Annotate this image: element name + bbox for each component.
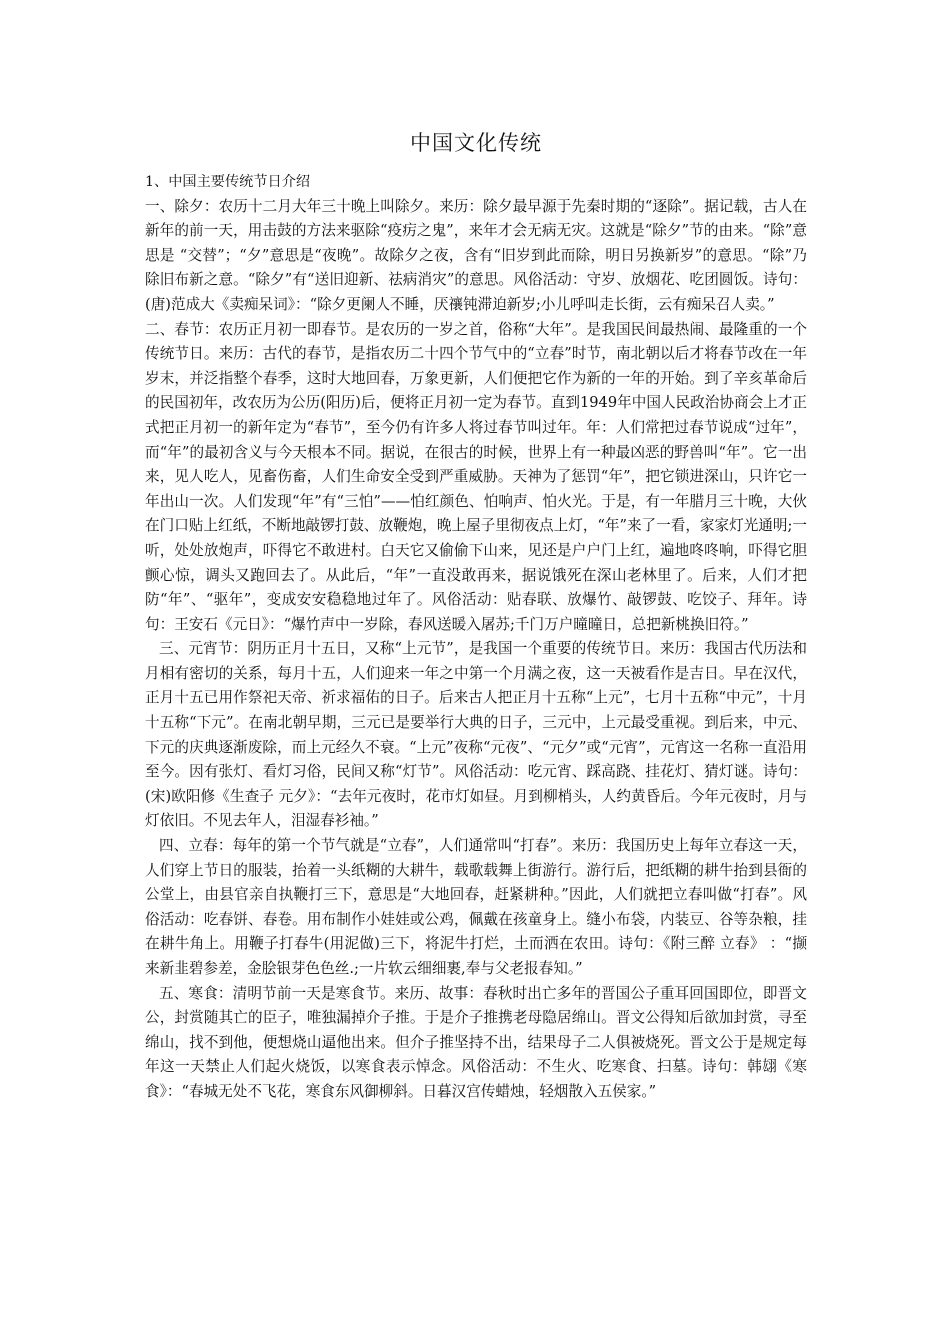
paragraph-yuanxiao: 三、元宵节：阴历正月十五日，又称“上元节”，是我国一个重要的传统节日。来历：我国古代历法和月相有密切的关系，每月十五，人们迎来一年之中第一个月满之夜，这一天被看作是吉日。早在汉代，正月十五已用作祭祀天帝、祈求福佑的日子。后来古人把正月十五称“上元”，七月十五称“中元”，十月十五称“下元”。在南北朝早期，三元已是要举行大典的日子，三元中，上元最受重视。到后来，中元、下元的庆典逐渐废除，而上元经久不衰。“上元”夜称“元夜”、“元夕”或“元宵”，元宵这一名称一直沿用至今。因有张灯、看灯习俗，民间又称“灯节”。风俗活动：吃元宵、踩高跷、挂花灯、猜灯谜。诗句：(宋)欧阳修《生查子 元夕》：“去年元夜时，花市灯如昼。月到柳梢头，人约黄昏后。今年元夜时，月与灯依旧。不见去年人，泪湿春衫袖。”	[145, 640, 807, 830]
document-page	[145, 0, 807, 1105]
paragraph-chunjie: 二、春节：农历正月初一即春节。是农历的一岁之首，俗称“大年”。是我国民间最热闹、最隆重的一个传统节日。来历：古代的春节，是指农历二十四个节气中的“立春”时节，南北朝以后才将春节改在一年岁末，并泛指整个春季，这时大地回春，万象更新，人们便把它作为新的一年的开始。到了辛亥革命后的民国初年，改农历为公历(阳历)后，便将正月初一定为春节。直到1949年中国人民政治协商会上才正式把正月初一的新年定为“春节”，至今仍有许多人将过春节叫过年。年：人们常把过春节说成“过年”，而“年”的最初含义与今天根本不同。据说，在很古的时候，世界上有一种最凶恶的野兽叫“年”。它一出来，见人吃人，见畜伤畜，人们生命安全受到严重威胁。天神为了惩罚“年”，把它锁进深山，只许它一年出山一次。人们发现“年”有“三怕”——怕红颜色、怕响声、怕火光。于是，有一年腊月三十晚，大伙在门口贴上红纸，不断地敲锣打鼓、放鞭炮，晚上屋子里彻夜点上灯，“年”来了一看，家家灯光通明;一听，处处放炮声，吓得它不敢进村。白天它又偷偷下山来，见还是户户门上红，遍地咚咚响，吓得它胆颤心惊，调头又跑回去了。从此后，“年”一直没敢再来，据说饿死在深山老林里了。后来，人们才把防“年”、“驱年”，变成安安稳稳地过年了。风俗活动：贴春联、放爆竹、敲锣鼓、吃饺子、拜年。诗句：王安石《元日》：“爆竹声中一岁除，春风送暖入屠苏;千门万户曈曈日，总把新桃换旧符。”	[145, 320, 807, 633]
paragraph-hanshi: 五、寒食：清明节前一天是寒食节。来历、故事：春秋时出亡多年的晋国公子重耳回国即位，即晋文公，封赏随其亡的臣子，唯独漏掉介子推。于是介子推携老母隐居绵山。晋文公得知后欲加封赏，寻至绵山，找不到他，便想烧山逼他出来。但介子推坚持不出，结果母子二人俱被烧死。晋文公于是规定每年这一天禁止人们起火烧饭，以寒食表示悼念。风俗活动：不生火、吃寒食、扫墓。诗句：韩翃《寒食》：“春城无处不飞花，寒食东风御柳斜。日暮汉宫传蜡烛，轻烟散入五侯家。”	[145, 984, 807, 1100]
paragraph-lichun: 四、立春：每年的第一个节气就是“立春”，人们通常叫“打春”。来历：我国历史上每年立春这一天，人们穿上节日的服装，抬着一头纸糊的大耕牛，载歌载舞上街游行。游行后，把纸糊的耕牛抬到县衙的公堂上，由县官亲自执鞭打三下，意思是“大地回春，赶紧耕种。”因此，人们就把立春叫做“打春”。风俗活动：吃春饼、春卷。用布制作小娃娃或公鸡，佩戴在孩童身上。缝小布袋，内装豆、谷等杂粮，挂在耕牛角上。用鞭子打春牛(用泥做)三下，将泥牛打烂，土而洒在农田。诗句：《附三醉 立春》 ：“撷来新韭碧参差，金脍银芽色色丝.;一片软云细细裹,奉与父老报春知。”	[145, 837, 807, 977]
paragraph-chuxi: 一、除夕：农历十二月大年三十晚上叫除夕。来历：除夕最早源于先秦时期的“逐除”。据记载，古人在新年的前一天，用击鼓的方法来驱除“疫疠之鬼”，来年才会无病无灾。这就是“除夕”节的由来。“除”意思是 “交替”；“夕”意思是“夜晚”。故除夕之夜，含有“旧岁到此而除，明日另换新岁”的意思。“除”乃除旧布新之意。“除夕”有“送旧迎新、祛病消灾”的意思。风俗活动：守岁、放烟花、吃团圆饭。诗句：(唐)范成大《卖痴呆词》：“除夕更阑人不睡，厌禳钝滞迫新岁;小儿呼叫走长街，云有痴呆召人卖。”	[145, 197, 807, 313]
document-title: 中国文化传统	[410, 131, 542, 155]
section-heading: 1、中国主要传统节日介绍	[145, 174, 311, 190]
